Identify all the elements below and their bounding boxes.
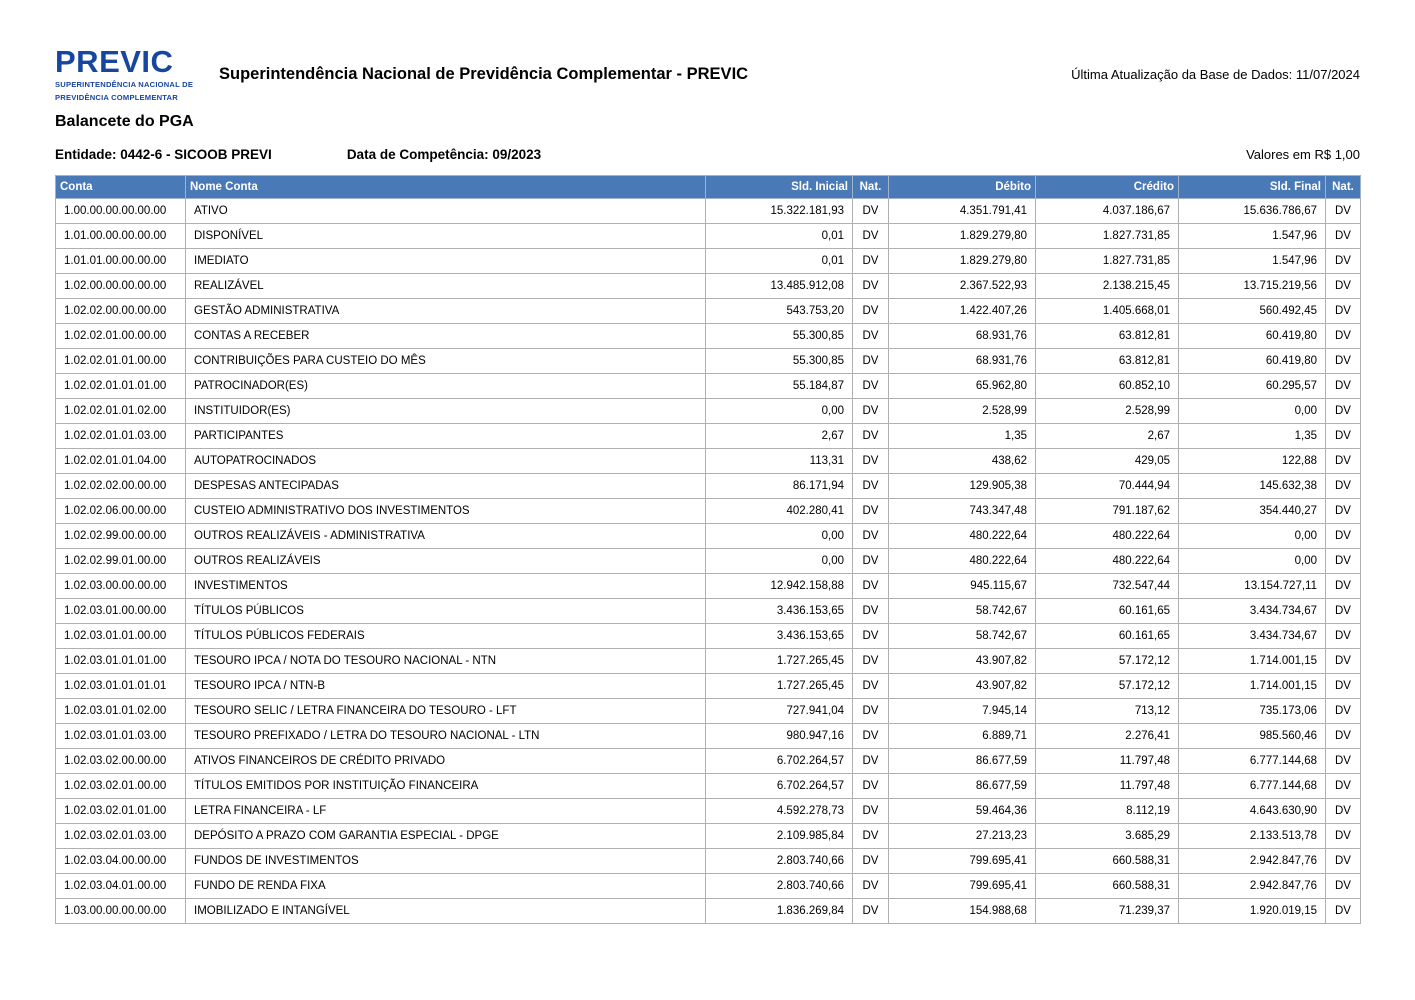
nome-conta-cell: TESOURO SELIC / LETRA FINANCEIRA DO TESOURO - LFT (186, 698, 706, 723)
conta-cell: 1.02.03.00.00.00.00 (56, 573, 186, 598)
table-row (56, 623, 1361, 648)
sld-final-cell: 60.419,80 (1179, 348, 1326, 373)
credito-cell: 2.528,99 (1036, 398, 1179, 423)
table-row (56, 223, 1361, 248)
conta-cell: 1.02.02.01.01.04.00 (56, 448, 186, 473)
nome-conta-cell: GESTÃO ADMINISTRATIVA (186, 298, 706, 323)
nat-cell: DV (853, 748, 889, 773)
conta-cell: 1.02.03.01.01.01.00 (56, 648, 186, 673)
credito-cell: 480.222,64 (1036, 523, 1179, 548)
debito-cell: 58.742,67 (889, 598, 1036, 623)
nat-final-cell: DV (1326, 398, 1361, 423)
nome-conta-cell: ATIVO (186, 198, 706, 223)
credito-cell: 480.222,64 (1036, 548, 1179, 573)
sld-inicial-cell: 2.803.740,66 (706, 848, 853, 873)
conta-cell: 1.02.03.04.00.00.00 (56, 848, 186, 873)
previc-logo-subtitle-line1: SUPERINTENDÊNCIA NACIONAL DE (55, 80, 194, 89)
nat-cell: DV (853, 298, 889, 323)
column-header-nome-conta: Nome Conta (186, 175, 706, 198)
nat-cell: DV (853, 823, 889, 848)
nat-final-cell: DV (1326, 598, 1361, 623)
nome-conta-cell: PARTICIPANTES (186, 423, 706, 448)
table-row (56, 848, 1361, 873)
sld-final-cell: 735.173,06 (1179, 698, 1326, 723)
conta-cell: 1.02.02.01.00.00.00 (56, 323, 186, 348)
conta-cell: 1.02.03.02.01.00.00 (56, 773, 186, 798)
sld-final-cell: 0,00 (1179, 398, 1326, 423)
nome-conta-cell: FUNDO DE RENDA FIXA (186, 873, 706, 898)
nat-cell: DV (853, 873, 889, 898)
nat-cell: DV (853, 223, 889, 248)
sld-final-cell: 6.777.144,68 (1179, 748, 1326, 773)
nome-conta-cell: TÍTULOS PÚBLICOS FEDERAIS (186, 623, 706, 648)
sld-final-cell: 122,88 (1179, 448, 1326, 473)
credito-cell: 60.852,10 (1036, 373, 1179, 398)
conta-cell: 1.02.02.99.01.00.00 (56, 548, 186, 573)
sld-inicial-cell: 0,00 (706, 523, 853, 548)
sld-final-cell: 6.777.144,68 (1179, 773, 1326, 798)
conta-cell: 1.02.03.01.01.00.00 (56, 623, 186, 648)
nat-cell: DV (853, 598, 889, 623)
nat-cell: DV (853, 648, 889, 673)
conta-cell: 1.02.03.01.01.01.01 (56, 673, 186, 698)
debito-cell: 799.695,41 (889, 873, 1036, 898)
sld-inicial-cell: 2.803.740,66 (706, 873, 853, 898)
sld-final-cell: 354.440,27 (1179, 498, 1326, 523)
sld-final-cell: 560.492,45 (1179, 298, 1326, 323)
table-row (56, 498, 1361, 523)
nat-cell: DV (853, 473, 889, 498)
table-row (56, 598, 1361, 623)
previc-wordmark: PREVIC (55, 44, 174, 79)
column-header-credito: Crédito (1036, 175, 1179, 198)
sld-final-cell: 0,00 (1179, 523, 1326, 548)
nome-conta-cell: OUTROS REALIZÁVEIS (186, 548, 706, 573)
sld-final-cell: 2.942.847,76 (1179, 848, 1326, 873)
column-header-sld-inicial: Sld. Inicial (706, 175, 853, 198)
nat-final-cell: DV (1326, 348, 1361, 373)
nat-final-cell: DV (1326, 848, 1361, 873)
sld-inicial-cell: 0,00 (706, 398, 853, 423)
sld-inicial-cell: 6.702.264,57 (706, 748, 853, 773)
credito-cell: 732.547,44 (1036, 573, 1179, 598)
table-row (56, 473, 1361, 498)
sld-inicial-cell: 543.753,20 (706, 298, 853, 323)
table-row (56, 448, 1361, 473)
nome-conta-cell: FUNDOS DE INVESTIMENTOS (186, 848, 706, 873)
nat-cell: DV (853, 773, 889, 798)
nome-conta-cell: TESOURO PREFIXADO / LETRA DO TESOURO NACIONAL - LTN (186, 723, 706, 748)
conta-cell: 1.02.02.01.01.00.00 (56, 348, 186, 373)
nat-cell: DV (853, 448, 889, 473)
sld-inicial-cell: 6.702.264,57 (706, 773, 853, 798)
conta-cell: 1.00.00.00.00.00.00 (56, 198, 186, 223)
sld-final-cell: 60.419,80 (1179, 323, 1326, 348)
table-row (56, 198, 1361, 223)
debito-cell: 154.988,68 (889, 898, 1036, 923)
table-row (56, 373, 1361, 398)
conta-cell: 1.02.03.01.01.02.00 (56, 698, 186, 723)
nat-cell: DV (853, 348, 889, 373)
column-header-nat-final: Nat. (1326, 175, 1361, 198)
sld-final-cell: 1.547,96 (1179, 248, 1326, 273)
report-meta (55, 147, 1360, 162)
conta-cell: 1.02.03.02.00.00.00 (56, 748, 186, 773)
debito-cell: 480.222,64 (889, 548, 1036, 573)
credito-cell: 713,12 (1036, 698, 1179, 723)
nat-final-cell: DV (1326, 648, 1361, 673)
nome-conta-cell: TESOURO IPCA / NTN-B (186, 673, 706, 698)
nat-final-cell: DV (1326, 698, 1361, 723)
sld-inicial-cell: 113,31 (706, 448, 853, 473)
nat-cell: DV (853, 848, 889, 873)
nat-final-cell: DV (1326, 198, 1361, 223)
credito-cell: 11.797,48 (1036, 748, 1179, 773)
nat-cell: DV (853, 373, 889, 398)
table-row (56, 798, 1361, 823)
table-header-row (56, 175, 1361, 198)
table-row (56, 723, 1361, 748)
nat-final-cell: DV (1326, 623, 1361, 648)
conta-cell: 1.02.03.02.01.03.00 (56, 823, 186, 848)
table-row (56, 673, 1361, 698)
sld-inicial-cell: 55.300,85 (706, 348, 853, 373)
debito-cell: 7.945,14 (889, 698, 1036, 723)
credito-cell: 71.239,37 (1036, 898, 1179, 923)
sld-inicial-cell: 1.727.265,45 (706, 673, 853, 698)
conta-cell: 1.02.02.01.01.01.00 (56, 373, 186, 398)
nat-cell: DV (853, 423, 889, 448)
conta-cell: 1.02.02.01.01.02.00 (56, 398, 186, 423)
credito-cell: 791.187,62 (1036, 498, 1179, 523)
credito-cell: 660.588,31 (1036, 848, 1179, 873)
nat-cell: DV (853, 573, 889, 598)
conta-cell: 1.02.03.04.01.00.00 (56, 873, 186, 898)
debito-cell: 1.422.407,26 (889, 298, 1036, 323)
header (55, 46, 1360, 103)
debito-cell: 86.677,59 (889, 773, 1036, 798)
credito-cell: 70.444,94 (1036, 473, 1179, 498)
nat-final-cell: DV (1326, 798, 1361, 823)
previc-logo (55, 46, 207, 103)
credito-cell: 1.405.668,01 (1036, 298, 1179, 323)
debito-cell: 58.742,67 (889, 623, 1036, 648)
nat-final-cell: DV (1326, 373, 1361, 398)
sld-inicial-cell: 0,01 (706, 248, 853, 273)
table-row (56, 348, 1361, 373)
debito-cell: 27.213,23 (889, 823, 1036, 848)
credito-cell: 11.797,48 (1036, 773, 1179, 798)
nat-cell: DV (853, 798, 889, 823)
nat-cell: DV (853, 898, 889, 923)
debito-cell: 2.367.522,93 (889, 273, 1036, 298)
sld-inicial-cell: 12.942.158,88 (706, 573, 853, 598)
sld-final-cell: 13.154.727,11 (1179, 573, 1326, 598)
conta-cell: 1.02.02.02.00.00.00 (56, 473, 186, 498)
report-title: Balancete do PGA (55, 112, 194, 130)
column-header-debito: Débito (889, 175, 1036, 198)
sld-inicial-cell: 980.947,16 (706, 723, 853, 748)
nat-final-cell: DV (1326, 673, 1361, 698)
table-row (56, 273, 1361, 298)
sld-inicial-cell: 2.109.985,84 (706, 823, 853, 848)
nat-final-cell: DV (1326, 298, 1361, 323)
nat-cell: DV (853, 548, 889, 573)
table-row (56, 823, 1361, 848)
sld-final-cell: 4.643.630,90 (1179, 798, 1326, 823)
debito-cell: 43.907,82 (889, 673, 1036, 698)
sld-final-cell: 2.133.513,78 (1179, 823, 1326, 848)
table-row (56, 648, 1361, 673)
nat-final-cell: DV (1326, 423, 1361, 448)
nat-cell: DV (853, 323, 889, 348)
debito-cell: 799.695,41 (889, 848, 1036, 873)
debito-cell: 59.464,36 (889, 798, 1036, 823)
conta-cell: 1.02.02.00.00.00.00 (56, 298, 186, 323)
nat-cell: DV (853, 623, 889, 648)
debito-cell: 1,35 (889, 423, 1036, 448)
nat-cell: DV (853, 273, 889, 298)
sld-inicial-cell: 55.184,87 (706, 373, 853, 398)
table-body (56, 198, 1361, 923)
nat-final-cell: DV (1326, 448, 1361, 473)
sld-final-cell: 1.920.019,15 (1179, 898, 1326, 923)
sld-final-cell: 1.547,96 (1179, 223, 1326, 248)
debito-cell: 43.907,82 (889, 648, 1036, 673)
credito-cell: 429,05 (1036, 448, 1179, 473)
nome-conta-cell: DEPÓSITO A PRAZO COM GARANTIA ESPECIAL - DPGE (186, 823, 706, 848)
debito-cell: 1.829.279,80 (889, 248, 1036, 273)
debito-cell: 438,62 (889, 448, 1036, 473)
credito-cell: 63.812,81 (1036, 348, 1179, 373)
nat-final-cell: DV (1326, 523, 1361, 548)
nat-final-cell: DV (1326, 498, 1361, 523)
credito-cell: 60.161,65 (1036, 623, 1179, 648)
table-row (56, 323, 1361, 348)
nome-conta-cell: AUTOPATROCINADOS (186, 448, 706, 473)
competence-label: Data de Competência: 09/2023 (346, 146, 542, 162)
nat-cell: DV (853, 248, 889, 273)
nat-cell: DV (853, 523, 889, 548)
table-row (56, 748, 1361, 773)
nome-conta-cell: CONTAS A RECEBER (186, 323, 706, 348)
conta-cell: 1.02.03.01.00.00.00 (56, 598, 186, 623)
nat-final-cell: DV (1326, 548, 1361, 573)
sld-inicial-cell: 402.280,41 (706, 498, 853, 523)
credito-cell: 1.827.731,85 (1036, 248, 1179, 273)
sld-final-cell: 145.632,38 (1179, 473, 1326, 498)
nome-conta-cell: ATIVOS FINANCEIROS DE CRÉDITO PRIVADO (186, 748, 706, 773)
nat-final-cell: DV (1326, 898, 1361, 923)
nome-conta-cell: INSTITUIDOR(ES) (186, 398, 706, 423)
nat-cell: DV (853, 498, 889, 523)
sld-final-cell: 1.714.001,15 (1179, 648, 1326, 673)
nome-conta-cell: DESPESAS ANTECIPADAS (186, 473, 706, 498)
nat-final-cell: DV (1326, 723, 1361, 748)
sld-final-cell: 0,00 (1179, 548, 1326, 573)
column-header-sld-final: Sld. Final (1179, 175, 1326, 198)
last-update-text: Última Atualização da Base de Dados: 11/07/2024 (1071, 66, 1360, 82)
debito-cell: 4.351.791,41 (889, 198, 1036, 223)
table-row (56, 573, 1361, 598)
sld-inicial-cell: 55.300,85 (706, 323, 853, 348)
nome-conta-cell: TESOURO IPCA / NOTA DO TESOURO NACIONAL - NTN (186, 648, 706, 673)
column-header-nat: Nat. (853, 175, 889, 198)
conta-cell: 1.01.01.00.00.00.00 (56, 248, 186, 273)
debito-cell: 65.962,80 (889, 373, 1036, 398)
credito-cell: 3.685,29 (1036, 823, 1179, 848)
sld-final-cell: 1.714.001,15 (1179, 673, 1326, 698)
sld-inicial-cell: 13.485.912,08 (706, 273, 853, 298)
nome-conta-cell: PATROCINADOR(ES) (186, 373, 706, 398)
sld-final-cell: 2.942.847,76 (1179, 873, 1326, 898)
sld-final-cell: 13.715.219,56 (1179, 273, 1326, 298)
nat-cell: DV (853, 698, 889, 723)
credito-cell: 57.172,12 (1036, 648, 1179, 673)
conta-cell: 1.02.02.01.01.03.00 (56, 423, 186, 448)
nat-cell: DV (853, 723, 889, 748)
nat-cell: DV (853, 198, 889, 223)
sld-inicial-cell: 15.322.181,93 (706, 198, 853, 223)
credito-cell: 4.037.186,67 (1036, 198, 1179, 223)
table-row (56, 773, 1361, 798)
nat-final-cell: DV (1326, 223, 1361, 248)
entity-label: Entidade: 0442-6 - SICOOB PREVI (55, 146, 272, 162)
nome-conta-cell: TÍTULOS EMITIDOS POR INSTITUIÇÃO FINANCEIRA (186, 773, 706, 798)
sld-inicial-cell: 4.592.278,73 (706, 798, 853, 823)
debito-cell: 480.222,64 (889, 523, 1036, 548)
table-row (56, 873, 1361, 898)
sld-final-cell: 15.636.786,67 (1179, 198, 1326, 223)
credito-cell: 2,67 (1036, 423, 1179, 448)
conta-cell: 1.03.00.00.00.00.00 (56, 898, 186, 923)
conta-cell: 1.02.02.99.00.00.00 (56, 523, 186, 548)
nat-final-cell: DV (1326, 273, 1361, 298)
debito-cell: 86.677,59 (889, 748, 1036, 773)
table-row (56, 298, 1361, 323)
table-row (56, 898, 1361, 923)
nome-conta-cell: INVESTIMENTOS (186, 573, 706, 598)
debito-cell: 1.829.279,80 (889, 223, 1036, 248)
debito-cell: 6.889,71 (889, 723, 1036, 748)
nat-final-cell: DV (1326, 748, 1361, 773)
previc-logo-subtitle-line2: PREVIDÊNCIA COMPLEMENTAR (55, 92, 178, 102)
nat-final-cell: DV (1326, 823, 1361, 848)
sld-inicial-cell: 86.171,94 (706, 473, 853, 498)
sld-final-cell: 60.295,57 (1179, 373, 1326, 398)
nome-conta-cell: CUSTEIO ADMINISTRATIVO DOS INVESTIMENTOS (186, 498, 706, 523)
column-header-conta: Conta (56, 175, 186, 198)
currency-note: Valores em R$ 1,00 (1246, 146, 1360, 162)
credito-cell: 63.812,81 (1036, 323, 1179, 348)
conta-cell: 1.02.02.06.00.00.00 (56, 498, 186, 523)
sld-inicial-cell: 2,67 (706, 423, 853, 448)
sld-final-cell: 985.560,46 (1179, 723, 1326, 748)
debito-cell: 68.931,76 (889, 323, 1036, 348)
credito-cell: 2.276,41 (1036, 723, 1179, 748)
credito-cell: 60.161,65 (1036, 598, 1179, 623)
nat-final-cell: DV (1326, 248, 1361, 273)
table-row (56, 423, 1361, 448)
nat-final-cell: DV (1326, 773, 1361, 798)
nome-conta-cell: IMOBILIZADO E INTANGÍVEL (186, 898, 706, 923)
balancete-table (55, 175, 1361, 924)
debito-cell: 68.931,76 (889, 348, 1036, 373)
nome-conta-cell: DISPONÍVEL (186, 223, 706, 248)
credito-cell: 2.138.215,45 (1036, 273, 1179, 298)
nat-cell: DV (853, 673, 889, 698)
table-row (56, 398, 1361, 423)
page-title: Superintendência Nacional de Previdência Complementar - PREVIC (219, 64, 749, 83)
conta-cell: 1.01.00.00.00.00.00 (56, 223, 186, 248)
sld-inicial-cell: 0,00 (706, 548, 853, 573)
sld-inicial-cell: 1.727.265,45 (706, 648, 853, 673)
conta-cell: 1.02.03.01.01.03.00 (56, 723, 186, 748)
debito-cell: 743.347,48 (889, 498, 1036, 523)
sld-inicial-cell: 3.436.153,65 (706, 598, 853, 623)
table-row (56, 548, 1361, 573)
credito-cell: 660.588,31 (1036, 873, 1179, 898)
debito-cell: 945.115,67 (889, 573, 1036, 598)
sld-final-cell: 1,35 (1179, 423, 1326, 448)
nome-conta-cell: CONTRIBUIÇÕES PARA CUSTEIO DO MÊS (186, 348, 706, 373)
sld-inicial-cell: 1.836.269,84 (706, 898, 853, 923)
credito-cell: 8.112,19 (1036, 798, 1179, 823)
sld-final-cell: 3.434.734,67 (1179, 623, 1326, 648)
nat-cell: DV (853, 398, 889, 423)
nome-conta-cell: REALIZÁVEL (186, 273, 706, 298)
nat-final-cell: DV (1326, 323, 1361, 348)
nat-final-cell: DV (1326, 473, 1361, 498)
credito-cell: 57.172,12 (1036, 673, 1179, 698)
sld-inicial-cell: 3.436.153,65 (706, 623, 853, 648)
table-row (56, 248, 1361, 273)
debito-cell: 129.905,38 (889, 473, 1036, 498)
nat-final-cell: DV (1326, 873, 1361, 898)
credito-cell: 1.827.731,85 (1036, 223, 1179, 248)
nome-conta-cell: LETRA FINANCEIRA - LF (186, 798, 706, 823)
sld-inicial-cell: 0,01 (706, 223, 853, 248)
debito-cell: 2.528,99 (889, 398, 1036, 423)
sld-final-cell: 3.434.734,67 (1179, 598, 1326, 623)
sld-inicial-cell: 727.941,04 (706, 698, 853, 723)
nome-conta-cell: IMEDIATO (186, 248, 706, 273)
nome-conta-cell: OUTROS REALIZÁVEIS - ADMINISTRATIVA (186, 523, 706, 548)
conta-cell: 1.02.00.00.00.00.00 (56, 273, 186, 298)
conta-cell: 1.02.03.02.01.01.00 (56, 798, 186, 823)
nome-conta-cell: TÍTULOS PÚBLICOS (186, 598, 706, 623)
table-row (56, 698, 1361, 723)
table-row (56, 523, 1361, 548)
nat-final-cell: DV (1326, 573, 1361, 598)
